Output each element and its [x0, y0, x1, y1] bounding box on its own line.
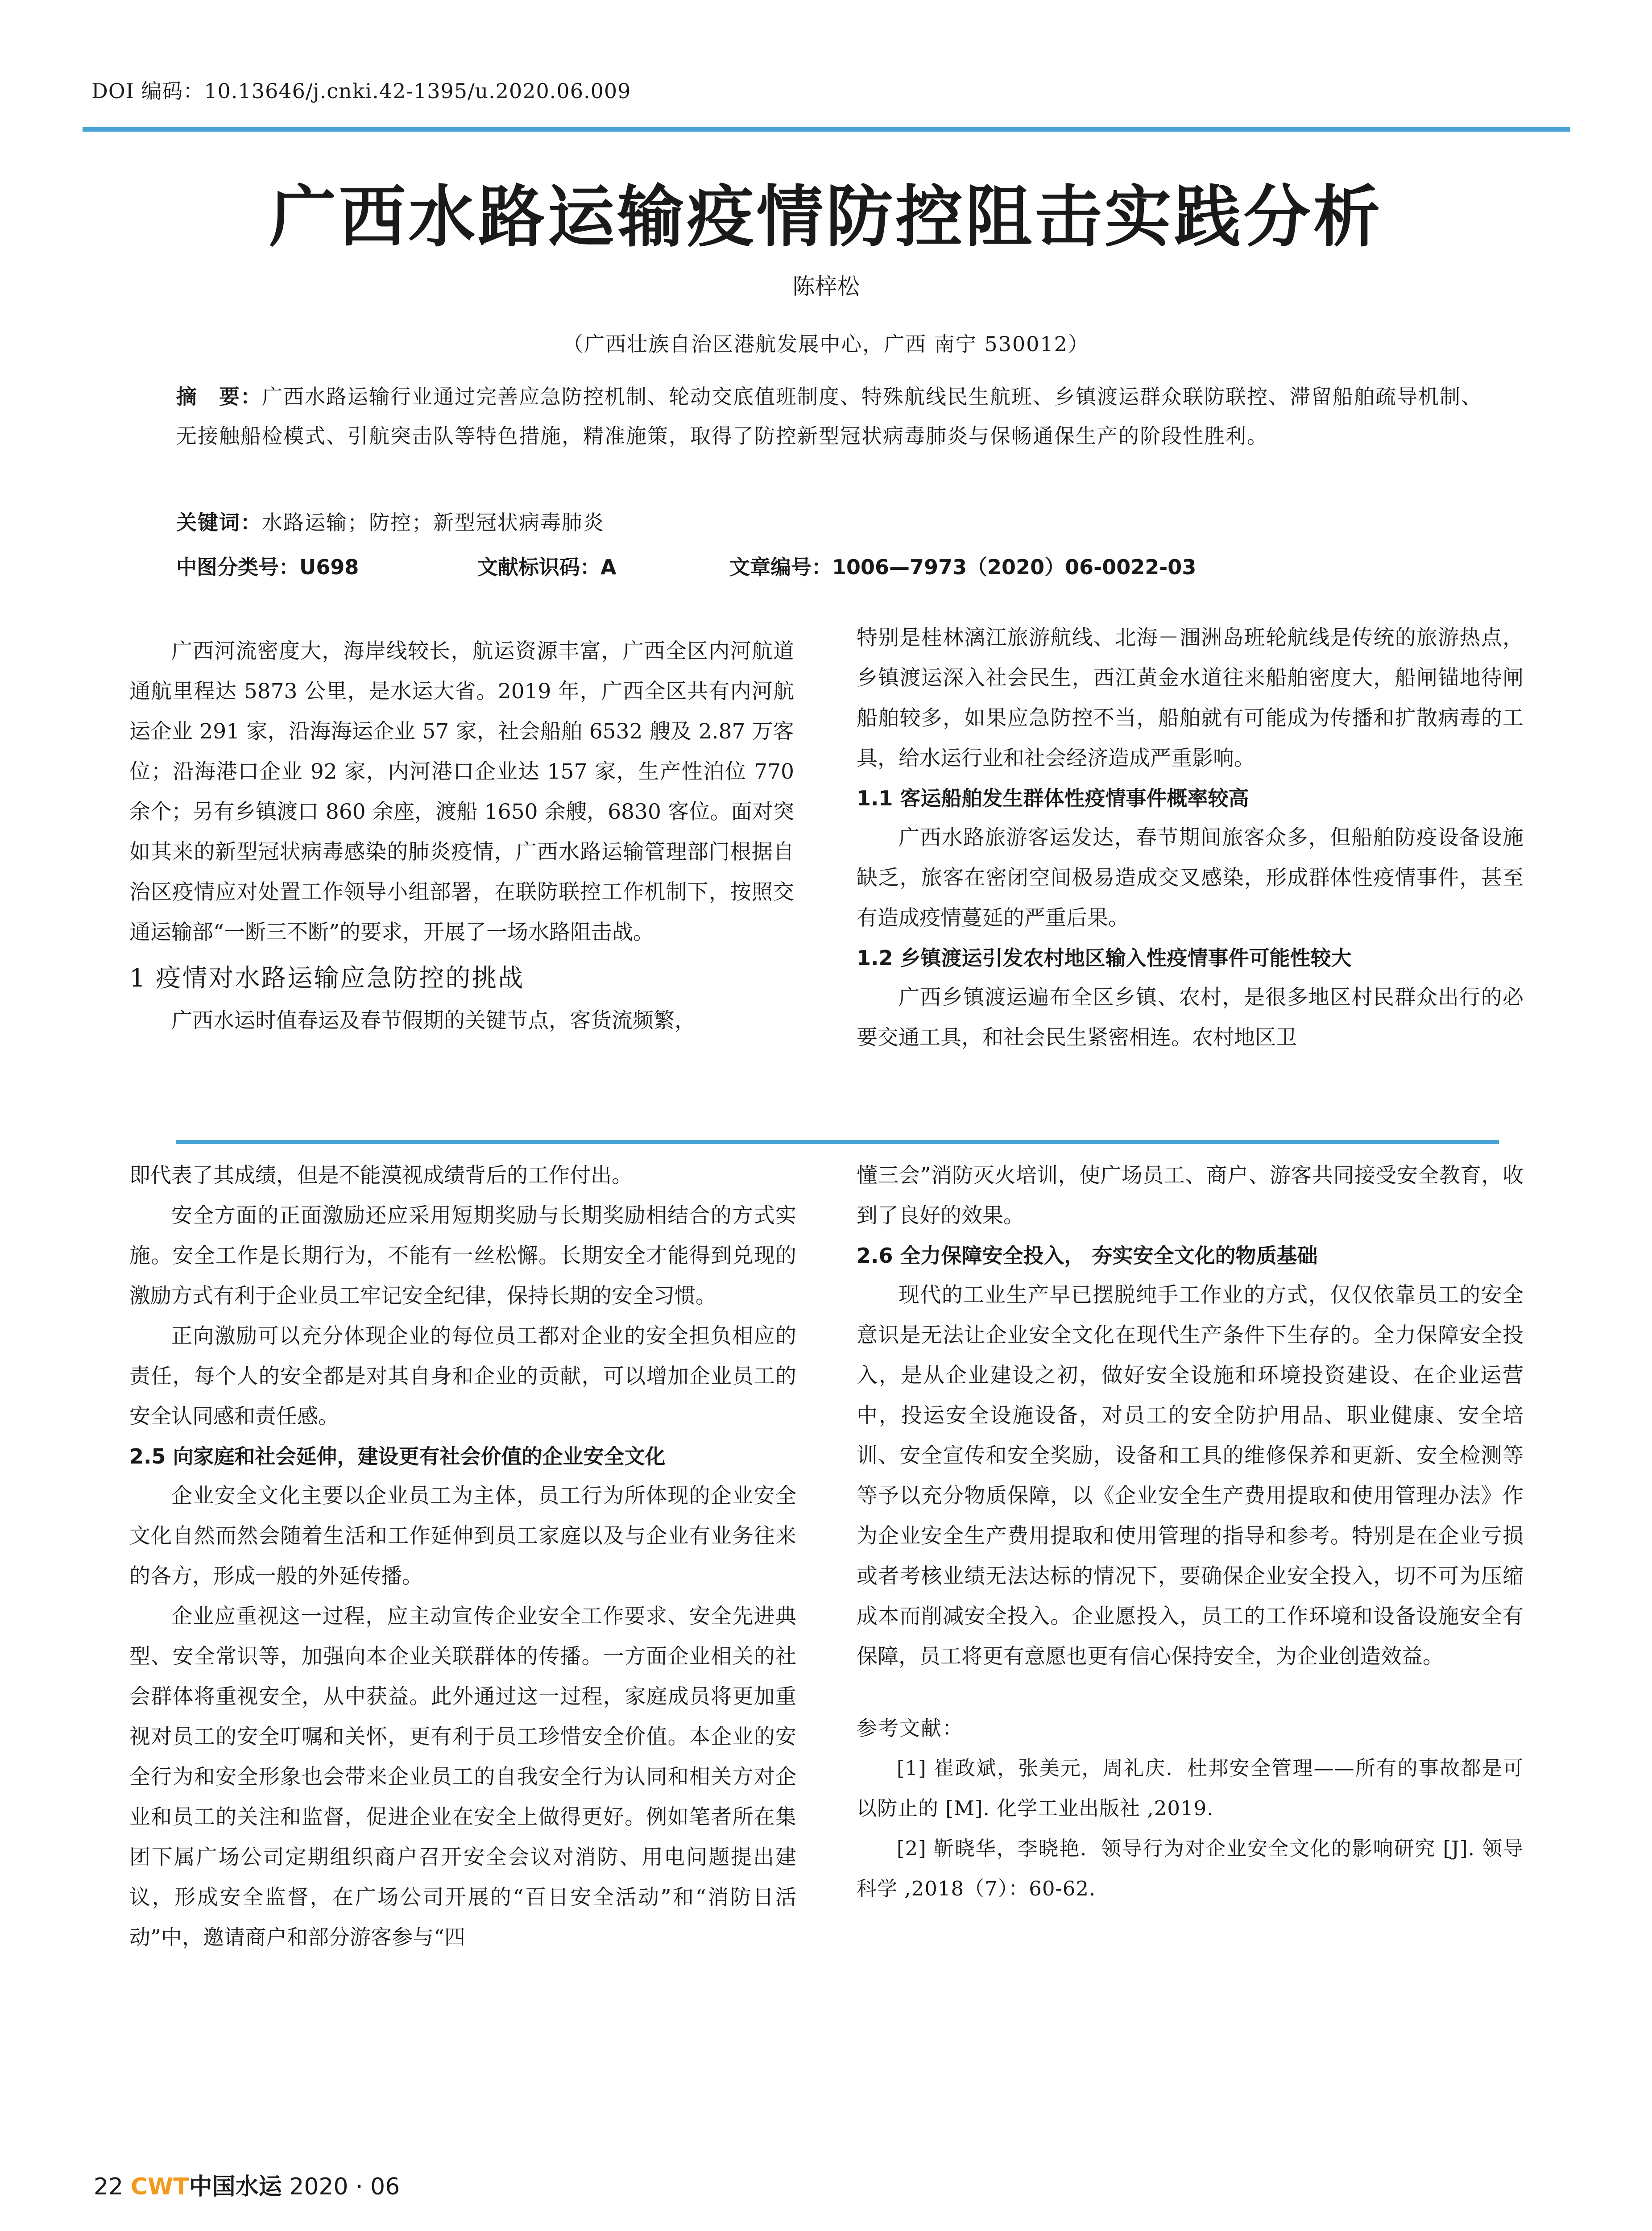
paragraph: 现代的工业生产早已摆脱纯手工作业的方式，仅仅依靠员工的安全意识是无法让企业安全文化在现代生产条件下生存的。全力保障安全投入，是从企业建设之初，做好安全设施和环境投资建设、在企业运营中，投运安全设施设备，对员工的安全防护用品、职业健康、安全培训、安全宣传和安全奖励，设备和工具的维修保养和更新、安全检测等等予以充分物质保障，以《企业安全生产费用提取和使用管理办法》作为企业安全生产费用提取和使用管理的指导和参考。特别是在企业亏损或者考核业绩无法达标的情况下，要确保企业安全投入，切不可为压缩成本而削减安全投入。企业愿投入，员工的工作环境和设备设施安全有保障，员工将更有意愿也更有信心保持安全，为企业创造效益。: [857, 1283, 1524, 1669]
keywords: [176, 506, 1501, 536]
paragraph: 广西乡镇渡运遍布全区乡镇、农村，是很多地区村民群众出行的必要交通工具，和社会民生紧密相连。农村地区卫: [857, 985, 1524, 1050]
section-heading-2-5: 2.5 向家庭和社会延伸，建设更有社会价值的企业安全文化: [129, 1444, 666, 1468]
paragraph: 即代表了其成绩，但是不能漠视成绩背后的工作付出。: [129, 1163, 633, 1188]
clc-number: 中图分类号：U698: [176, 555, 359, 579]
column-2: [857, 618, 1524, 1058]
article-divider: [176, 1140, 1499, 1144]
article-number: 文章编号：1006—7973（2020）06-0022-03: [729, 555, 1197, 579]
page-number: 22: [94, 2173, 124, 2200]
paragraph: 企业安全文化主要以企业员工为主体，员工行为所体现的企业安全文化自然而然会随着生活和工作延伸到员工家庭以及与企业有业务往来的各方，形成一般的外延传播。: [129, 1484, 796, 1588]
author-name: 陈梓松: [792, 274, 860, 299]
abstract: [176, 377, 1501, 456]
journal-name: 中国水运: [189, 2173, 282, 2200]
column-1: [129, 631, 794, 1041]
paragraph: 企业应重视这一过程，应主动宣传企业安全工作要求、安全先进典型、安全常识等，加强向本企业关联群体的传播。一方面企业相关的社会群体将重视安全，从中获益。此外通过这一过程，家庭成员将更加重视对员工的安全叮嘱和关怀，更有利于员工珍惜安全价值。本企业的安全行为和安全形象也会带来企业员工的自我安全行为认同和相关方对企业和员工的关注和监督，促进企业在安全上做得更好。例如笔者所在集团下属广场公司定期组织商户召开安全会议对消防、用电问题提出建议，形成安全监督，在广场公司开展的“百日安全活动”和“消防日活动”中，邀请商户和部分游客参与“四: [129, 1604, 796, 1950]
paragraph: 广西水运时值春运及春节假期的关键节点，客货流频繁，: [171, 1008, 696, 1033]
section-heading-1-2: 1.2 乡镇渡运引发农村地区输入性疫情事件可能性较大: [857, 946, 1352, 970]
header-divider: [83, 127, 1570, 132]
page-footer: [94, 2168, 400, 2201]
section-heading-1: 1 疫情对水路运输应急防控的挑战: [129, 964, 525, 993]
reference-item: [2] 靳晓华，李晓艳．领导行为对企业安全文化的影响研究 [J]. 领导科学 ,2018（7）：60-62.: [857, 1837, 1524, 1900]
paragraph: 安全方面的正面激励还应采用短期奖励与长期奖励相结合的方式实施。安全工作是长期行为，不能有一丝松懈。长期安全才能得到兑现的激励方式有利于企业员工牢记安全纪律，保持长期的安全习惯。: [129, 1203, 796, 1308]
author-affiliation: （广西壮族自治区港航发展中心，广西 南宁 530012）: [563, 332, 1089, 356]
column-4: [857, 1156, 1524, 1909]
reference-item: [1] 崔政斌，张美元，周礼庆．杜邦安全管理——所有的事故都是可以防止的 [M]. 化学工业出版社 ,2019.: [857, 1756, 1524, 1820]
journal-issue: 2020 · 06: [289, 2173, 400, 2200]
paragraph: 广西河流密度大，海岸线较长，航运资源丰富，广西全区内河航道通航里程达 5873 公里，是水运大省。2019 年，广西全区共有内河航运企业 291 家，沿海海运企业 57 家，社会船舶 6532 艘及 2.87 万客位；沿海港口企业 92 家，内河港口企业达 157 家，生产性泊位 770 余个；另有乡镇渡口 860 余座，渡船 1650 余艘，6830 客位。面对突如其来的新型冠状病毒感染的肺炎疫情，广西水路运输管理部门根据自治区疫情应对处置工作领导小组部署，在联防联控工作机制下，按照交通运输部“一断三不断”的要求，开展了一场水路阻击战。: [129, 639, 794, 945]
paragraph: 正向激励可以充分体现企业的每位员工都对企业的安全担负相应的责任，每个人的安全都是对其自身和企业的贡献，可以增加企业员工的安全认同感和责任感。: [129, 1324, 796, 1429]
abstract-label: 摘 要：: [176, 385, 262, 409]
section-heading-1-1: 1.1 客运船舶发生群体性疫情事件概率较高: [857, 786, 1249, 810]
doi-line: DOI 编码：10.13646/j.cnki.42-1395/u.2020.06.009: [91, 79, 631, 103]
keywords-label: 关键词：: [176, 510, 262, 535]
keywords-text: 水路运输；防控；新型冠状病毒肺炎: [262, 510, 604, 535]
references-heading: 参考文献：: [857, 1716, 964, 1740]
document-code: 文献标识码：A: [477, 555, 617, 579]
article-title: 广西水路运输疫情防控阻击实践分析: [269, 178, 1383, 256]
paragraph: 懂三会”消防灭火培训，使广场员工、商户、游客共同接受安全教育，收到了良好的效果。: [857, 1163, 1524, 1228]
paragraph: 广西水路旅游客运发达，春节期间旅客众多，但船舶防疫设备设施缺乏，旅客在密闭空间极易造成交叉感染，形成群体性疫情事件，甚至有造成疫情蔓延的严重后果。: [857, 825, 1524, 930]
abstract-text: 广西水路运输行业通过完善应急防控机制、轮动交底值班制度、特殊航线民生航班、乡镇渡运群众联防联控、滞留船舶疏导机制、无接触船检模式、引航突击队等特色措施，精准施策，取得了防控新型冠状病毒肺炎与保畅通保生产的阶段性胜利。: [176, 385, 1482, 448]
journal-logo: CWT: [130, 2173, 189, 2200]
paragraph: 特别是桂林漓江旅游航线、北海－涠洲岛班轮航线是传统的旅游热点，乡镇渡运深入社会民生，西江黄金水道往来船舶密度大，船闸锚地待闸船舶较多，如果应急防控不当，船舶就有可能成为传播和扩散病毒的工具，给水运行业和社会经济造成严重影响。: [857, 626, 1524, 771]
section-heading-2-6: 2.6 全力保障安全投入， 夯实安全文化的物质基础: [857, 1244, 1318, 1268]
column-3: [129, 1156, 796, 1958]
